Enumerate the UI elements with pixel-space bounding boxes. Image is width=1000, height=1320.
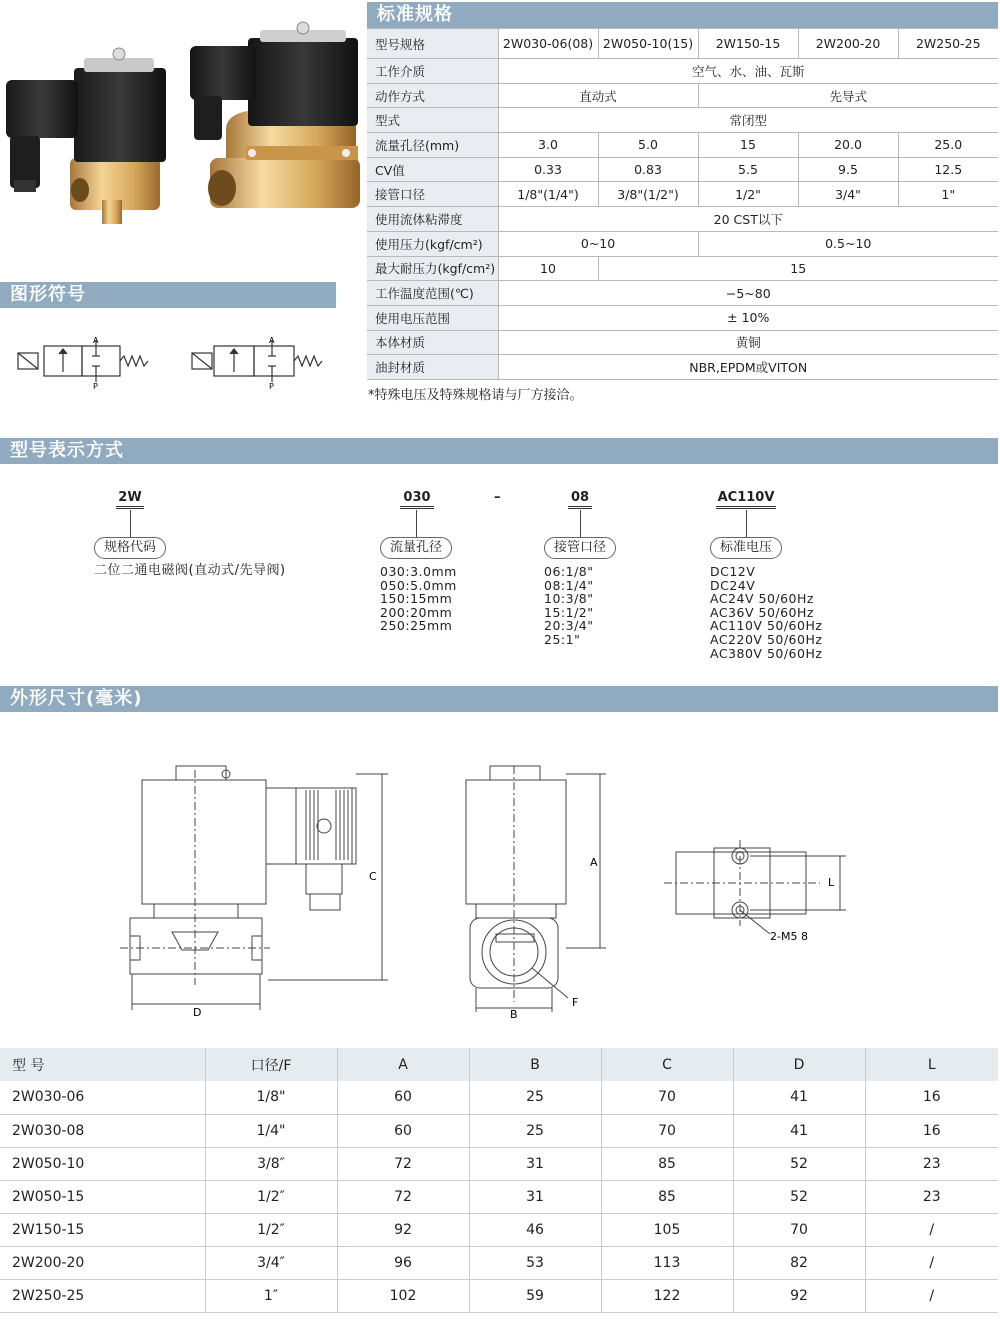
connector-line [130,510,131,538]
dim-cell: 2W250-25 [0,1280,205,1313]
dim-cell: 70 [601,1081,733,1114]
spec-value: 12.5 [898,157,998,182]
dim-cell: 41 [733,1081,865,1114]
port-label-pill: 接管口径 [544,537,616,559]
dim-cell: 16 [865,1081,998,1114]
dim-header: B [469,1048,601,1081]
dim-cell: 23 [865,1180,998,1213]
spec-value: 15 [598,256,998,281]
dim-cell: 52 [733,1147,865,1180]
spec-row-max-pressure [367,256,998,281]
model-section-title: 型号表示方式 [0,438,998,464]
spec-value: 1/2" [698,182,798,207]
dim-label-l: L [828,876,835,889]
spec-value: ± 10% [498,305,998,330]
valve-symbol-direct [14,336,164,390]
table-row [0,1213,998,1246]
connector-line [580,510,581,538]
series-description: 二位二通电磁阀(直动式/先导阀) [94,563,286,578]
voltage-option: AC380V 50/60Hz [710,645,823,661]
spec-model: 2W200-20 [798,29,898,59]
dim-cell: 1/2″ [205,1180,337,1213]
spec-value: 1" [898,182,998,207]
spec-value: 3/4" [798,182,898,207]
spec-value: 1/8"(1/4") [498,182,598,207]
spec-value: 0~10 [498,231,698,256]
dim-cell: 1″ [205,1280,337,1313]
dim-cell: / [865,1213,998,1246]
dim-cell: 113 [601,1246,733,1279]
dim-label-a: A [590,856,598,869]
dim-cell: 72 [337,1180,469,1213]
dim-cell: 25 [469,1081,601,1114]
table-row [0,1081,998,1114]
dim-cell: 3/8″ [205,1147,337,1180]
dim-cell: 3/4″ [205,1246,337,1279]
dim-label-f: F [572,996,579,1009]
spec-row-type [367,108,998,133]
spec-label: 使用电压范围 [367,305,498,330]
port-option: 08:1/4" [544,577,594,593]
dim-cell: 41 [733,1114,865,1147]
dim-cell: 1/4" [205,1114,337,1147]
dim-header: L [865,1048,998,1081]
dim-cell: 1/8" [205,1081,337,1114]
table-row [0,1246,998,1279]
symbol-section-title: 图形符号 [0,282,336,308]
spec-label: 本体材质 [367,330,498,355]
spec-row-seal [367,355,998,380]
dim-cell: 70 [601,1114,733,1147]
port-a-label: A [93,336,99,345]
spec-model: 2W250-25 [898,29,998,59]
orifice-options [380,565,457,633]
voltage-option: AC220V 50/60Hz [710,631,823,647]
spec-value: 15 [698,133,798,158]
model-code-orifice: 030 [400,490,434,509]
mount-thread-label: 2-M5 8 [770,930,808,943]
dim-cell: 105 [601,1213,733,1246]
table-row [0,1114,998,1147]
dim-cell: 60 [337,1114,469,1147]
dim-header: C [601,1048,733,1081]
port-options [544,565,593,647]
spec-value: NBR,EPDM或VITON [498,355,998,380]
spec-row-action [367,83,998,108]
port-p-label: P [269,382,274,390]
spec-header-row [367,29,998,59]
connector-line [746,510,747,538]
series-label-pill: 规格代码 [94,537,166,559]
dim-cell: 53 [469,1246,601,1279]
dim-cell: 16 [865,1114,998,1147]
spec-value: 3/8"(1/2") [598,182,698,207]
spec-value: 3.0 [498,133,598,158]
spec-label: 动作方式 [367,83,498,108]
spec-value: 黄铜 [498,330,998,355]
spec-label: 使用流体粘滞度 [367,207,498,232]
voltage-label-pill: 标准电压 [710,537,782,559]
dim-header: D [733,1048,865,1081]
outline-drawing-bottom-view [660,836,850,946]
dim-cell: 2W030-08 [0,1114,205,1147]
voltage-option: AC36V 50/60Hz [710,604,814,620]
spec-value: 0.33 [498,157,598,182]
orifice-option: 030:3.0mm [380,564,457,579]
port-p-label: P [93,382,98,390]
product-photo-pilot-operated [186,20,366,235]
dim-cell: 102 [337,1280,469,1313]
spec-table [367,28,998,380]
spec-label: 型式 [367,108,498,133]
model-code-dash: – [494,490,501,505]
dim-header: 型 号 [0,1048,205,1081]
port-option: 25:1" [544,631,581,647]
dim-cell: 60 [337,1081,469,1114]
spec-row-body [367,330,998,355]
model-code-port: 08 [568,490,592,509]
spec-label: 接管口径 [367,182,498,207]
spec-label: 最大耐压力(kgf/cm²) [367,256,498,281]
spec-label: 油封材质 [367,355,498,380]
dim-cell: / [865,1246,998,1279]
spec-value: 0.5~10 [698,231,998,256]
product-photo-direct-acting [2,40,172,230]
spec-value: −5~80 [498,281,998,306]
dimension-table [0,1048,998,1313]
dim-cell: 23 [865,1147,998,1180]
dim-cell: 2W150-15 [0,1213,205,1246]
spec-value: 空气、水、油、瓦斯 [498,59,998,84]
dim-cell: 96 [337,1246,469,1279]
model-code-voltage: AC110V [716,490,776,509]
orifice-label-pill: 流量孔径 [380,537,452,559]
voltage-option: DC24V [710,577,756,593]
dim-cell: 72 [337,1147,469,1180]
spec-model: 2W150-15 [698,29,798,59]
spec-label: 使用压力(kgf/cm²) [367,231,498,256]
table-row [0,1180,998,1213]
port-option: 20:3/4" [544,618,594,634]
spec-model: 2W030-06(08) [498,29,598,59]
dim-cell: 92 [733,1280,865,1313]
table-row [0,1280,998,1313]
spec-value: 10 [498,256,598,281]
model-code-series: 2W [116,490,144,509]
spec-label: 流量孔径(mm) [367,133,498,158]
spec-row-temperature [367,281,998,306]
dim-cell: 25 [469,1114,601,1147]
dim-cell: 59 [469,1280,601,1313]
spec-label: 工作温度范围(℃) [367,281,498,306]
dim-cell: 46 [469,1213,601,1246]
dim-cell: 52 [733,1180,865,1213]
port-option: 06:1/8" [544,564,594,579]
spec-section-title: 标准规格 [367,2,998,28]
outline-section-title: 外形尺寸(毫米) [0,686,998,712]
dimension-header-row [0,1048,998,1081]
spec-footnote: *特殊电压及特殊规格请与厂方接洽。 [368,388,583,403]
dim-label-c: C [369,870,377,883]
dim-cell: 2W030-06 [0,1081,205,1114]
voltage-options [710,565,822,660]
dim-label-b: B [510,1008,518,1018]
spec-label: CV值 [367,157,498,182]
spec-value: 常闭型 [498,108,998,133]
dim-cell: 85 [601,1180,733,1213]
voltage-option: AC110V 50/60Hz [710,618,823,634]
dim-cell: 85 [601,1147,733,1180]
spec-model: 2W050-10(15) [598,29,698,59]
spec-value: 0.83 [598,157,698,182]
dim-cell: 2W200-20 [0,1246,205,1279]
spec-value: 9.5 [798,157,898,182]
spec-header-label: 型号规格 [367,29,498,59]
orifice-option: 050:5.0mm [380,577,457,593]
spec-value: 5.5 [698,157,798,182]
spec-value: 5.0 [598,133,698,158]
dim-cell: 1/2″ [205,1213,337,1246]
dim-cell: 92 [337,1213,469,1246]
spec-value: 20.0 [798,133,898,158]
outline-drawing-side-view [120,760,400,1020]
port-option: 10:3/8" [544,591,594,607]
dim-cell: 82 [733,1246,865,1279]
dim-cell: / [865,1280,998,1313]
dim-cell: 70 [733,1213,865,1246]
spec-row-medium [367,59,998,84]
orifice-option: 200:20mm [380,604,453,620]
spec-row-pressure [367,231,998,256]
spec-row-voltage [367,305,998,330]
dim-cell: 2W050-10 [0,1147,205,1180]
spec-row-cv [367,157,998,182]
spec-row-orifice [367,133,998,158]
spec-value: 先导式 [698,83,998,108]
dim-header: 口径/F [205,1048,337,1081]
spec-row-viscosity [367,207,998,232]
dim-cell: 122 [601,1280,733,1313]
port-a-label: A [269,336,275,345]
voltage-option: AC24V 50/60Hz [710,591,814,607]
dim-header: A [337,1048,469,1081]
outline-drawing-front-view [456,762,616,1018]
spec-value: 20 CST以下 [498,207,998,232]
connector-line [416,510,417,538]
spec-value: 直动式 [498,83,698,108]
dim-label-d: D [193,1006,202,1019]
dim-cell: 31 [469,1180,601,1213]
orifice-option: 150:15mm [380,591,453,607]
port-option: 15:1/2" [544,604,594,620]
dim-cell: 2W050-15 [0,1180,205,1213]
voltage-option: DC12V [710,564,756,579]
table-row [0,1147,998,1180]
spec-value: 25.0 [898,133,998,158]
valve-symbol-pilot [188,336,338,390]
spec-row-port [367,182,998,207]
spec-label: 工作介质 [367,59,498,84]
dim-cell: 31 [469,1147,601,1180]
orifice-option: 250:25mm [380,618,453,634]
